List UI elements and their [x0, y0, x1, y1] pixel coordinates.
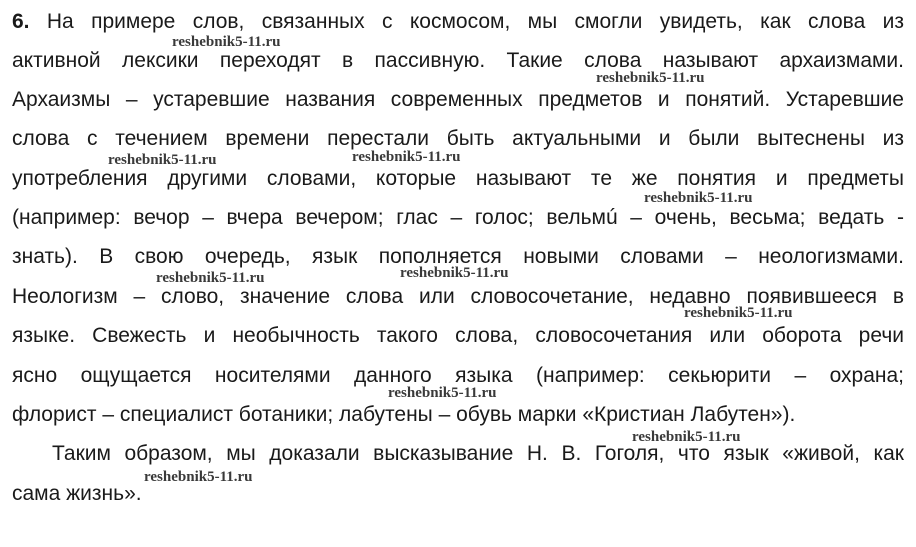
text-line-5: употребления другими словами, которые называют те же понятия и предметы	[12, 167, 904, 190]
watermark: reshebnik5-11.ru	[144, 469, 253, 485]
text-line-3: Архаизмы – устаревшие названия современных предметов и понятий. Устаревшие	[12, 88, 904, 111]
watermark: reshebnik5-11.ru	[352, 149, 461, 165]
watermark: reshebnik5-11.ru	[108, 152, 217, 168]
watermark: reshebnik5-11.ru	[644, 190, 753, 206]
text-line-4: слова с течением времени перестали быть актуальными и были вытеснены из	[12, 127, 904, 150]
watermark: reshebnik5-11.ru	[388, 385, 497, 401]
text-line-1-content: На примере слов, связанных с космосом, мы смогли увидеть, как слова из	[29, 10, 904, 33]
watermark: reshebnik5-11.ru	[632, 429, 741, 445]
text-line-10: ясно ощущается носителями данного языка (например: секьюрити – охрана;	[12, 364, 904, 387]
watermark: reshebnik5-11.ru	[596, 70, 705, 86]
watermark: reshebnik5-11.ru	[684, 305, 793, 321]
text-line-11: флорист – специалист ботаники; лабутены – обувь марки «Кристиан Лабутен»).	[12, 403, 796, 426]
text-line-2: активной лексики переходят в пассивную. Такие слова называют архаизмами.	[12, 49, 904, 72]
text-line-1	[12, 9, 904, 35]
text-line-9: языке. Свежесть и необычность такого слова, словосочетания или оборота речи	[12, 324, 904, 347]
text-line-7: знать). В свою очередь, язык пополняется новыми словами – неологизмами.	[12, 245, 904, 268]
text-line-6: (например: вечор – вчера вечером; глас – голос; вельмú – очень, весьма; ведать -	[12, 206, 904, 229]
text-line-12: Таким образом, мы доказали высказывание Н. В. Гоголя, что язык «живой, как	[52, 442, 904, 465]
task-number: 6.	[12, 10, 30, 33]
watermark: reshebnik5-11.ru	[400, 265, 509, 281]
text-line-8: Неологизм – слово, значение слова или словосочетание, недавно появившееся в	[12, 285, 904, 308]
watermark: reshebnik5-11.ru	[156, 270, 265, 286]
text-line-13: сама жизнь».	[12, 482, 142, 505]
watermark: reshebnik5-11.ru	[172, 34, 281, 50]
